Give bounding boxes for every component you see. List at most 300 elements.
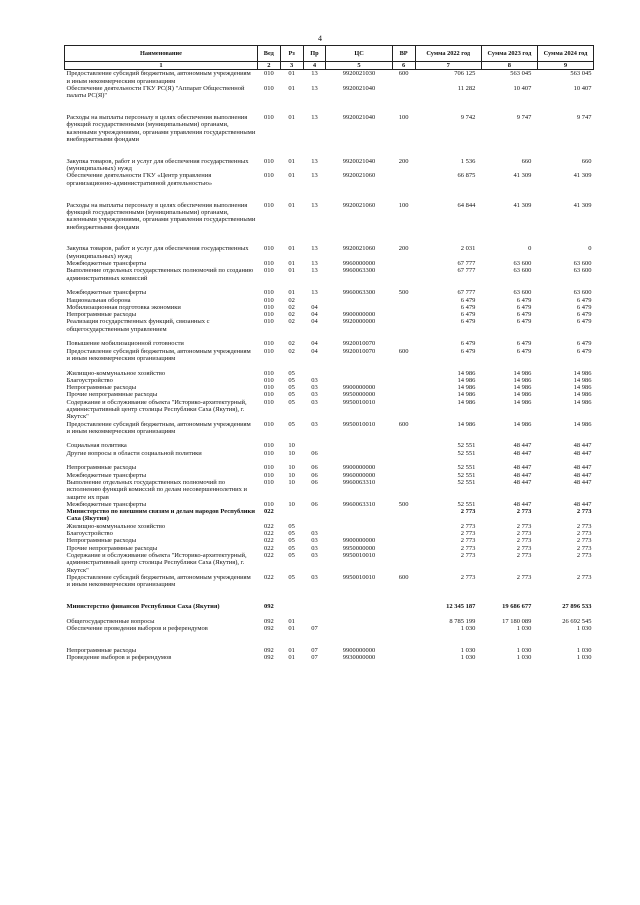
column-number: 6 (392, 62, 415, 70)
row-sum-2023: 14 986 (513, 369, 532, 377)
row-vr (392, 172, 415, 201)
row-vr (392, 318, 415, 340)
row-sum-2023: 2 773 (516, 544, 532, 552)
table-row (65, 530, 594, 537)
row-name: Обеспечение деятельности ГКУ РС(Я) "Аппарат Общественной палаты РС(Я)" (66, 84, 245, 100)
row-sum-2023: 48 447 (513, 478, 532, 486)
row-vr (392, 260, 415, 267)
row-sum-2024: 14 986 (573, 369, 592, 377)
row-sum-2023: 1 030 (516, 654, 532, 662)
row-pr: 03 (311, 537, 318, 545)
table-row (65, 625, 594, 647)
row-cs: 9920021060 (342, 172, 376, 180)
row-sum-2024: 660 (581, 157, 592, 165)
row-rz: 01 (288, 114, 295, 122)
row-sum-2023: 2 773 (516, 573, 532, 581)
table-row (65, 289, 594, 296)
row-sum-2022: 8 785 199 (449, 617, 476, 625)
row-cs: 9920000000 (342, 318, 376, 326)
row-sum-2022: 14 986 (457, 398, 476, 406)
header-sum-2022: Сумма 2022 год (415, 46, 481, 62)
row-vr (392, 442, 415, 449)
row-pr: 03 (311, 391, 318, 399)
table-row (65, 421, 594, 443)
row-name: Непрограммные расходы (66, 311, 137, 319)
row-name: Жилищно-коммунальное хозяйство (66, 369, 166, 377)
row-pr: 03 (311, 551, 318, 559)
row-vr: 600 (398, 420, 409, 428)
row-sum-2022: 14 986 (457, 420, 476, 428)
row-cs: 9920010070 (342, 340, 376, 348)
row-pr (303, 297, 326, 304)
row-pr: 06 (311, 449, 318, 457)
row-sum-2023: 6 479 (516, 303, 532, 311)
table-row (65, 391, 594, 398)
row-ved: 010 (263, 260, 274, 268)
row-sum-2024: 27 896 533 (562, 603, 592, 610)
header-pr: Пр (303, 46, 326, 62)
row-ved: 010 (263, 172, 274, 180)
row-ved: 010 (263, 157, 274, 165)
row-name: Непрограммные расходы (66, 464, 137, 472)
row-sum-2023: 63 600 (513, 267, 532, 275)
row-rz: 01 (288, 260, 295, 268)
row-sum-2022: 6 479 (460, 311, 476, 319)
row-ved: 010 (263, 391, 274, 399)
row-rz: 01 (288, 172, 295, 180)
row-name: Закупка товаров, работ и услуг для обеспечения государственных (муниципальных) нужд (66, 245, 249, 260)
row-rz: 01 (288, 646, 295, 654)
row-pr: 13 (311, 70, 318, 78)
row-sum-2024: 48 447 (573, 464, 592, 472)
row-cs: 9900000000 (342, 464, 376, 472)
row-name: Обеспечение деятельности ГКУ «Центр управления организационно-административной деятельностью» (66, 172, 213, 187)
row-ved: 010 (263, 478, 274, 486)
row-ved: 010 (263, 471, 274, 479)
row-vr (392, 472, 415, 479)
row-pr: 06 (311, 478, 318, 486)
row-sum-2024: 48 447 (573, 442, 592, 450)
row-sum-2023: 563 045 (510, 70, 532, 78)
row-name: Национальная оборона (66, 296, 131, 304)
row-cs (326, 370, 392, 377)
row-pr (303, 603, 326, 618)
row-sum-2024: 2 773 (576, 530, 592, 538)
row-cs: 9920021040 (342, 114, 376, 122)
row-ved: 092 (263, 654, 274, 662)
table-row (65, 508, 594, 523)
row-sum-2024: 63 600 (573, 260, 592, 268)
table-row (65, 311, 594, 318)
row-cs: 9920010070 (342, 347, 376, 355)
row-sum-2022: 11 282 (457, 84, 476, 92)
row-sum-2024: 2 773 (576, 544, 592, 552)
header-ved: Вед (257, 46, 280, 62)
table-row (65, 654, 594, 661)
row-cs: 9900000000 (342, 311, 376, 319)
row-sum-2023: 2 773 (516, 508, 532, 516)
row-cs: 9960063300 (342, 267, 376, 275)
row-ved: 010 (263, 369, 274, 377)
row-rz: 05 (288, 544, 295, 552)
row-vr (392, 552, 415, 574)
table-row (65, 384, 594, 391)
row-cs: 9950010010 (342, 573, 376, 581)
row-pr: 06 (311, 464, 318, 472)
row-ved: 022 (263, 551, 274, 559)
table-row (65, 114, 594, 158)
row-pr: 13 (311, 201, 318, 209)
row-rz: 02 (288, 340, 295, 348)
row-rz: 10 (288, 500, 295, 508)
row-pr: 07 (311, 654, 318, 662)
row-sum-2024: 48 447 (573, 449, 592, 457)
row-cs (326, 618, 392, 625)
row-cs: 9920021060 (342, 201, 376, 209)
row-cs: 9900000000 (342, 646, 376, 654)
row-rz: 01 (288, 157, 295, 165)
row-rz: 10 (288, 464, 295, 472)
row-sum-2024: 10 407 (573, 84, 592, 92)
row-rz: 10 (288, 471, 295, 479)
row-sum-2022: 2 773 (460, 537, 476, 545)
row-sum-2024: 2 773 (576, 537, 592, 545)
row-sum-2023: 48 447 (513, 449, 532, 457)
row-sum-2023: 10 407 (513, 84, 532, 92)
row-cs (326, 450, 392, 465)
row-name: Закупка товаров, работ и услуг для обеспечения государственных (муниципальных) нужд (66, 157, 249, 173)
row-sum-2024: 14 986 (573, 384, 592, 392)
row-name: Прочие непрограммные расходы (66, 544, 158, 552)
row-sum-2024: 26 692 545 (562, 617, 592, 625)
row-ved: 010 (263, 84, 274, 92)
row-vr (392, 545, 415, 552)
row-sum-2022: 1 030 (460, 624, 476, 632)
row-vr (392, 603, 415, 618)
row-vr: 600 (398, 573, 409, 581)
table-row (65, 574, 594, 603)
column-number: 2 (257, 62, 280, 70)
row-name: Другие вопросы в области социальной политики (66, 449, 202, 457)
row-sum-2023: 17 180 089 (502, 617, 532, 625)
row-ved: 010 (263, 449, 274, 457)
row-name: Межбюджетные трансферты (66, 260, 147, 268)
row-sum-2022: 6 479 (460, 340, 476, 348)
row-sum-2022: 2 773 (460, 544, 476, 552)
row-rz: 01 (288, 201, 295, 209)
page-number: 4 (318, 34, 322, 43)
row-cs: 9950010010 (342, 420, 376, 428)
row-sum-2024: 48 447 (573, 471, 592, 479)
row-name: Расходы на выплаты персоналу в целях обеспечения выполнения функций государственными (муниципальными) органами, казенными учреждениями, органами управления государственными внебюджетными фондами (66, 114, 256, 143)
row-pr (303, 370, 326, 377)
row-rz: 01 (288, 245, 295, 253)
row-cs: 9900000000 (342, 384, 376, 392)
row-sum-2022: 12 345 187 (446, 603, 476, 610)
row-name: Жилищно-коммунальное хозяйство (66, 522, 166, 530)
table-row (65, 70, 594, 85)
row-ved: 010 (263, 500, 274, 508)
row-sum-2022: 1 030 (460, 654, 476, 662)
row-name: Министерство по внешним связям и делам народов Республики Саха (Якутия) (66, 508, 255, 523)
header-rz: Рз (280, 46, 303, 62)
table-row (65, 647, 594, 654)
table-row (65, 260, 594, 267)
row-pr: 04 (311, 311, 318, 319)
row-sum-2023: 41 309 (513, 201, 532, 209)
row-vr (392, 479, 415, 501)
row-cs: 9920021030 (342, 70, 376, 78)
row-sum-2024: 563 045 (570, 70, 592, 78)
row-name: Непрограммные расходы (66, 646, 137, 654)
row-ved: 022 (263, 508, 274, 516)
row-sum-2022: 9 742 (460, 114, 476, 122)
row-ved: 010 (263, 398, 274, 406)
row-rz: 05 (288, 376, 295, 384)
row-sum-2023: 2 773 (516, 537, 532, 545)
row-sum-2024: 63 600 (573, 267, 592, 275)
row-sum-2023: 6 479 (516, 296, 532, 304)
row-vr (392, 85, 415, 114)
row-name: Выполнение отдельных государственных полномочий по созданию административных комиссий (66, 267, 254, 282)
table-row (65, 318, 594, 340)
row-cs: 9960063300 (342, 289, 376, 297)
row-sum-2024: 14 986 (573, 376, 592, 384)
row-sum-2023: 63 600 (513, 260, 532, 268)
row-sum-2024: 14 986 (573, 420, 592, 428)
row-ved: 010 (263, 114, 274, 122)
row-rz: 10 (288, 442, 295, 450)
table-row (65, 245, 594, 260)
row-sum-2023: 2 773 (516, 522, 532, 530)
row-sum-2022: 6 479 (460, 303, 476, 311)
row-pr: 03 (311, 544, 318, 552)
row-vr (392, 297, 415, 304)
row-sum-2024: 0 (588, 245, 592, 253)
header-name: Наименование (65, 46, 258, 62)
table-row (65, 202, 594, 246)
row-rz: 01 (288, 84, 295, 92)
row-cs (326, 442, 392, 449)
row-cs (326, 297, 392, 304)
row-ved: 010 (263, 201, 274, 209)
table-row (65, 603, 594, 618)
table-row (65, 501, 594, 508)
row-vr (392, 537, 415, 544)
column-number: 3 (280, 62, 303, 70)
row-sum-2022: 706 125 (454, 70, 476, 78)
row-ved: 022 (263, 544, 274, 552)
row-cs: 9960000000 (342, 471, 376, 479)
row-cs (326, 530, 392, 537)
row-name: Социальная политика (66, 442, 127, 450)
row-sum-2023: 48 447 (513, 471, 532, 479)
row-rz: 01 (288, 624, 295, 632)
table-row (65, 450, 594, 465)
row-name: Проведение выборов и референдумов (66, 654, 172, 662)
row-name: Межбюджетные трансферты (66, 471, 147, 479)
row-ved: 010 (263, 289, 274, 297)
row-ved: 010 (263, 70, 274, 78)
row-vr (392, 464, 415, 471)
row-sum-2023: 14 986 (513, 420, 532, 428)
row-ved: 010 (263, 442, 274, 450)
row-sum-2022: 6 479 (460, 318, 476, 326)
table-row (65, 340, 594, 347)
row-name: Содержание и обслуживание объекта "Историко-архитектурный, административный центр столицы Республики Саха (Якутия), г. Якутск" (66, 551, 247, 574)
row-rz: 10 (288, 478, 295, 486)
table-row (65, 442, 594, 449)
row-sum-2023: 14 986 (513, 391, 532, 399)
row-sum-2023: 48 447 (513, 500, 532, 508)
row-sum-2023: 6 479 (516, 340, 532, 348)
row-cs (326, 603, 392, 618)
row-sum-2022: 52 551 (457, 500, 476, 508)
row-sum-2024: 2 773 (576, 551, 592, 559)
row-name: Непрограммные расходы (66, 384, 137, 392)
column-number: 4 (303, 62, 326, 70)
row-sum-2023: 0 (528, 245, 532, 253)
row-ved: 010 (263, 420, 274, 428)
row-sum-2023: 6 479 (516, 311, 532, 319)
table-body (65, 70, 594, 662)
row-sum-2022: 2 773 (460, 522, 476, 530)
row-sum-2024: 41 309 (573, 172, 592, 180)
row-pr (303, 508, 326, 523)
row-sum-2022: 1 030 (460, 646, 476, 654)
row-name: Мобилизационная подготовка экономики (66, 303, 181, 311)
row-rz: 02 (288, 347, 295, 355)
row-rz: 05 (288, 384, 295, 392)
row-rz: 05 (288, 537, 295, 545)
row-sum-2024: 14 986 (573, 398, 592, 406)
row-sum-2024: 1 030 (576, 654, 592, 662)
row-name: Межбюджетные трансферты (66, 500, 147, 508)
row-ved: 010 (263, 303, 274, 311)
row-sum-2022: 52 551 (457, 471, 476, 479)
row-cs: 9920021040 (342, 157, 376, 165)
row-cs: 9900000000 (342, 537, 376, 545)
row-sum-2024: 63 600 (573, 289, 592, 297)
row-vr: 100 (398, 201, 409, 209)
row-sum-2024: 48 447 (573, 500, 592, 508)
row-name: Благоустройство (66, 376, 113, 384)
row-sum-2024: 6 479 (576, 303, 592, 311)
row-name: Расходы на выплаты персоналу в целях обеспечения выполнения функций государственными (муниципальными) органами, казенными учреждениями, органами управления государственными внебюджетными фондами (66, 201, 256, 231)
row-vr (392, 267, 415, 289)
row-sum-2024: 2 773 (576, 522, 592, 530)
row-sum-2022: 67 777 (457, 260, 476, 268)
row-pr: 03 (311, 530, 318, 538)
row-sum-2022: 2 773 (460, 508, 476, 516)
row-vr (392, 399, 415, 421)
row-vr: 200 (398, 157, 409, 165)
row-cs (326, 625, 392, 647)
row-sum-2022: 14 986 (457, 376, 476, 384)
row-cs: 9950010010 (342, 551, 376, 559)
row-rz: 05 (288, 551, 295, 559)
row-sum-2022: 6 479 (460, 347, 476, 355)
budget-table (64, 45, 594, 661)
row-sum-2022: 66 875 (457, 172, 476, 180)
row-pr: 04 (311, 347, 318, 355)
row-rz: 02 (288, 318, 295, 326)
row-sum-2022: 2 773 (460, 573, 476, 581)
table-row (65, 537, 594, 544)
row-ved: 010 (263, 376, 274, 384)
row-name: Предоставление субсидий бюджетным, автономным учреждениям и иным некоммерческим организациям (66, 420, 251, 435)
row-pr: 06 (311, 471, 318, 479)
row-sum-2023: 660 (521, 157, 532, 165)
row-rz: 05 (288, 530, 295, 538)
table-row (65, 479, 594, 501)
row-cs: 9920021040 (342, 84, 376, 92)
row-sum-2024: 6 479 (576, 296, 592, 304)
table-row (65, 172, 594, 201)
row-sum-2022: 14 986 (457, 384, 476, 392)
row-ved: 010 (263, 296, 274, 304)
row-pr: 13 (311, 289, 318, 297)
header-sum-2024: Сумма 2024 год (537, 46, 593, 62)
row-vr (392, 304, 415, 311)
row-sum-2023: 2 773 (516, 530, 532, 538)
row-vr (392, 523, 415, 530)
row-sum-2024: 1 030 (576, 624, 592, 632)
row-ved: 022 (263, 522, 274, 530)
row-sum-2023: 14 986 (513, 398, 532, 406)
row-pr (303, 618, 326, 625)
row-pr (303, 523, 326, 530)
row-pr: 13 (311, 245, 318, 253)
row-cs (326, 377, 392, 384)
row-vr: 100 (398, 114, 409, 122)
row-sum-2022: 1 536 (460, 157, 476, 165)
row-pr: 04 (311, 303, 318, 311)
row-name: Непрограммные расходы (66, 537, 137, 545)
row-sum-2022: 67 777 (457, 289, 476, 297)
row-name: Обеспечение проведения выборов и референдумов (66, 624, 208, 632)
row-ved: 010 (263, 340, 274, 348)
row-sum-2022: 67 777 (457, 267, 476, 275)
table-row (65, 464, 594, 471)
row-ved: 010 (263, 464, 274, 472)
table-row (65, 267, 594, 289)
row-sum-2024: 41 309 (573, 201, 592, 209)
header-cs: ЦС (326, 46, 392, 62)
row-rz: 02 (288, 303, 295, 311)
row-ved: 022 (263, 537, 274, 545)
row-pr: 13 (311, 260, 318, 268)
row-pr: 13 (311, 157, 318, 165)
row-cs: 9920021060 (342, 245, 376, 253)
row-ved: 092 (263, 617, 274, 625)
row-name: Выполнение отдельных государственных полномочий по исполнению функций комиссий по делам несовершеннолетних и защите их прав (66, 478, 247, 501)
row-vr: 200 (398, 245, 409, 253)
row-sum-2024: 6 479 (576, 318, 592, 326)
row-ved: 010 (263, 311, 274, 319)
row-cs: 9960000000 (342, 260, 376, 268)
row-cs: 9950000000 (342, 544, 376, 552)
row-ved: 010 (263, 347, 274, 355)
row-sum-2023: 41 309 (513, 172, 532, 180)
row-pr: 13 (311, 172, 318, 180)
row-ved: 092 (263, 646, 274, 654)
table-row (65, 297, 594, 304)
table-row (65, 370, 594, 377)
row-name: Министерство финансов Республики Саха (Якутия) (66, 603, 220, 610)
row-pr: 03 (311, 398, 318, 406)
row-ved: 022 (263, 573, 274, 581)
